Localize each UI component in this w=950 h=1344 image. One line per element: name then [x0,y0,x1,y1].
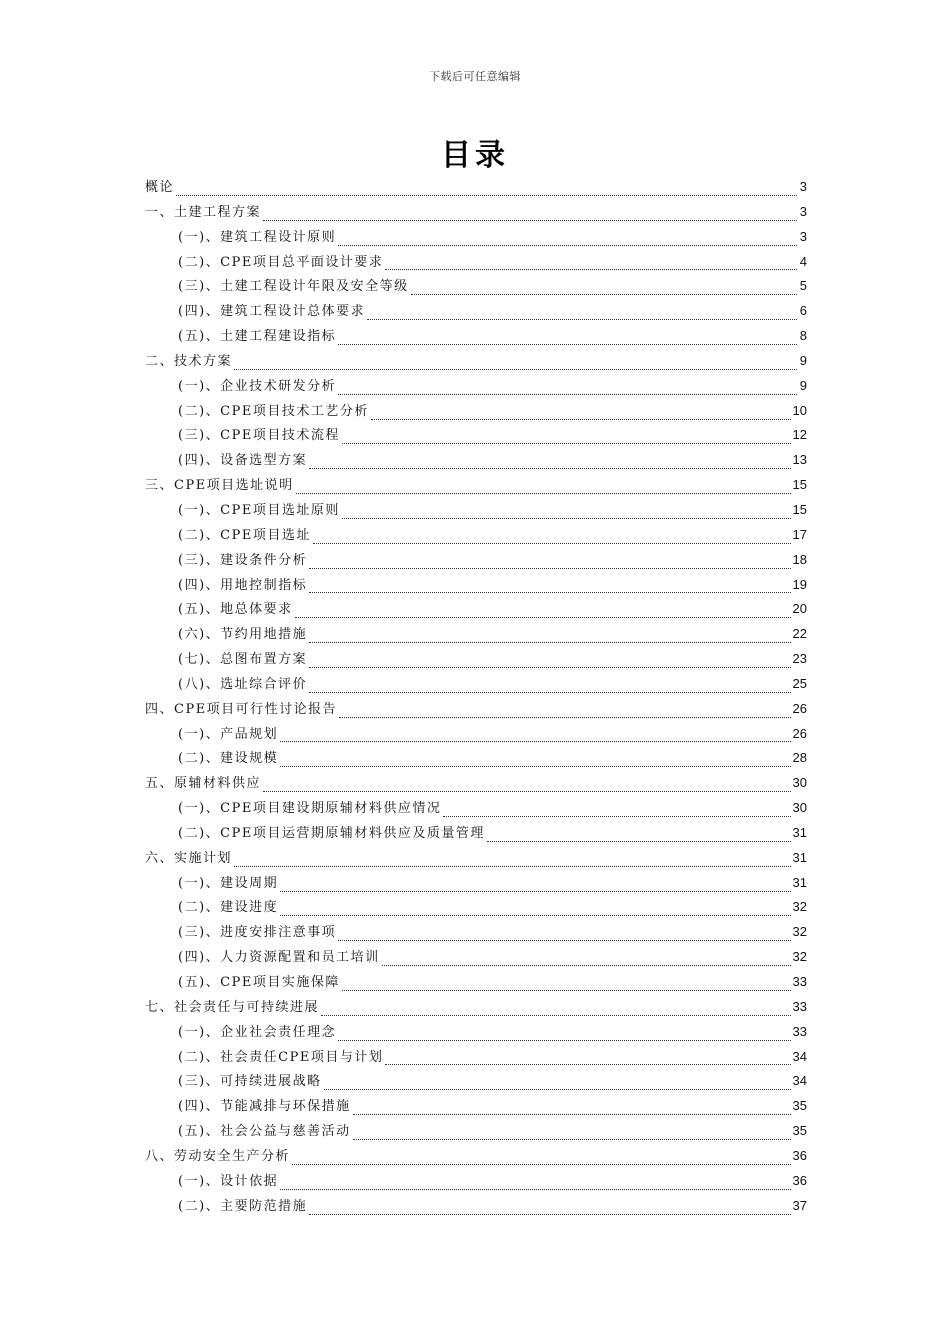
toc-dot-leader [309,632,790,643]
toc-dot-leader [338,930,790,941]
toc-entry-label: (五)、社会公益与慈善活动 [178,1124,351,1140]
toc-entry-page-number: 18 [792,551,807,567]
toc-entry-label: (二)、CPE项目总平面设计要求 [178,254,384,270]
toc-entry-label: 一、土建工程方案 [145,204,262,220]
toc-entry[interactable] [145,871,807,896]
toc-dot-leader [295,607,791,618]
toc-dot-leader [321,1005,791,1016]
toc-entry-page-number: 3 [799,228,807,244]
toc-entry-page-number: 33 [792,1023,807,1039]
toc-entry[interactable] [145,498,807,523]
toc-entry-page-number: 32 [792,924,807,940]
toc-entry[interactable] [145,697,807,722]
toc-entry-label: (八)、选址综合评价 [178,676,308,692]
toc-dot-leader [176,185,797,196]
toc-entry-page-number: 9 [799,352,807,368]
toc-entry-page-number: 36 [792,1147,807,1163]
toc-entry-label: (四)、用地控制指标 [178,577,308,593]
toc-entry[interactable] [145,796,807,821]
toc-entry-label: 二、技术方案 [145,353,233,369]
toc-entry-page-number: 8 [799,328,807,344]
toc-entry[interactable] [145,597,807,622]
toc-entry[interactable] [145,324,807,349]
toc-entry[interactable] [145,523,807,548]
toc-entry-label: 三、CPE项目选址说明 [145,478,294,494]
toc-entry-label: 七、社会责任与可持续进展 [145,999,320,1015]
toc-entry[interactable] [145,448,807,473]
toc-entry[interactable] [145,970,807,995]
toc-entry-page-number: 30 [792,800,807,816]
toc-entry-page-number: 33 [792,974,807,989]
toc-entry-label: (二)、建设规模 [178,751,279,767]
toc-entry-page-number: 32 [792,899,807,915]
toc-dot-leader [296,483,791,494]
toc-dot-leader [339,707,790,718]
toc-entry-label: (三)、CPE项目技术流程 [178,428,340,444]
toc-entry[interactable] [145,399,807,424]
toc-dot-leader [309,682,790,693]
toc-entry[interactable] [145,672,807,697]
toc-entry[interactable] [145,225,807,250]
toc-entry-label: (二)、CPE项目运营期原辅材料供应及质量管理 [178,825,485,841]
toc-entry-label: (三)、建设条件分析 [178,552,308,568]
toc-entry[interactable] [145,622,807,647]
toc-entry-page-number: 3 [799,203,807,219]
toc-entry-label: (一)、建筑工程设计原则 [178,229,337,245]
toc-entry-label: (一)、CPE项目建设期原辅材料供应情况 [178,801,442,817]
toc-dot-leader [385,259,797,270]
toc-dot-leader [263,781,791,792]
toc-dot-leader [280,905,790,916]
toc-dot-leader [280,881,790,892]
toc-entry-page-number: 34 [792,1073,807,1089]
toc-entry[interactable] [145,250,807,275]
toc-entry-page-number: 15 [792,501,807,517]
toc-dot-leader [313,533,791,544]
toc-entry[interactable] [145,299,807,324]
toc-entry-page-number: 31 [792,824,807,840]
toc-entry[interactable] [145,1194,807,1219]
toc-entry[interactable] [145,349,807,374]
toc-entry-label: (一)、企业社会责任理念 [178,1024,337,1040]
toc-entry[interactable] [145,374,807,399]
toc-entry-label: 五、原辅材料供应 [145,776,262,792]
toc-entry-label: (五)、地总体要求 [178,602,293,618]
toc-dot-leader [338,334,797,345]
toc-entry-page-number: 31 [792,874,807,890]
toc-entry[interactable] [145,821,807,846]
toc-entry[interactable] [145,895,807,920]
toc-entry[interactable] [145,1094,807,1119]
toc-dot-leader [263,210,797,221]
toc-entry-page-number: 19 [792,576,807,592]
toc-entry-label: (四)、节能减排与环保措施 [178,1099,351,1115]
toc-dot-leader [234,856,791,867]
toc-entry-page-number: 30 [792,775,807,791]
toc-entry-label: (三)、可持续进展战略 [178,1074,322,1090]
toc-entry-page-number: 26 [792,700,807,716]
toc-entry-page-number: 22 [792,626,807,642]
toc-dot-leader [367,309,797,320]
toc-entry-label: (五)、CPE项目实施保障 [178,975,340,990]
toc-entry-label: (一)、产品规划 [178,726,279,742]
toc-entry-page-number: 28 [792,750,807,766]
toc-entry-page-number: 6 [799,303,807,319]
toc-entry-label: (六)、节约用地措施 [178,627,308,643]
toc-entry-page-number: 20 [792,601,807,617]
toc-entry[interactable] [145,274,807,299]
toc-entry-label: (五)、土建工程建设指标 [178,329,337,345]
toc-entry-label: (三)、土建工程设计年限及安全等级 [178,279,409,295]
toc-entry-page-number: 25 [792,675,807,691]
toc-dot-leader [309,558,790,569]
toc-dot-leader [234,359,797,370]
toc-dot-leader [338,384,797,395]
toc-dot-leader [342,980,791,991]
toc-entry[interactable] [145,1020,807,1045]
toc-entry-page-number: 36 [792,1172,807,1188]
toc-entry-label: 六、实施计划 [145,850,233,866]
toc-entry[interactable] [145,200,807,225]
toc-entry-page-number: 26 [792,725,807,741]
toc-entry-page-number: 17 [792,526,807,542]
toc-entry-label: (一)、CPE项目选址原则 [178,502,340,518]
page-header: 下载后可任意编辑 [429,70,521,83]
toc-dot-leader [443,806,790,817]
toc-entry-page-number: 12 [792,427,807,443]
toc-dot-leader [309,1204,790,1215]
toc-dot-leader [487,831,791,842]
toc-dot-leader [371,409,791,420]
toc-dot-leader [309,657,790,668]
toc-entry-page-number: 4 [799,253,807,269]
toc-entry-label: 四、CPE项目可行性讨论报告 [145,701,338,717]
toc-entry-label: (二)、社会责任CPE项目与计划 [178,1049,384,1065]
toc-dot-leader [309,458,790,469]
toc-dot-leader [292,1154,791,1165]
table-of-contents [145,175,807,1218]
toc-entry-page-number: 9 [799,377,807,393]
toc-entry-label: (一)、建设周期 [178,875,279,891]
toc-entry-label: (一)、设计依据 [178,1173,279,1189]
toc-entry-label: (四)、设备选型方案 [178,453,308,469]
toc-entry[interactable] [145,423,807,448]
toc-entry-page-number: 10 [792,402,807,418]
toc-entry[interactable] [145,1119,807,1144]
toc-dot-leader [280,731,790,742]
toc-entry[interactable] [145,573,807,598]
toc-entry-label: (七)、总图布置方案 [178,652,308,668]
toc-dot-leader [382,955,791,966]
toc-dot-leader [280,1179,790,1190]
toc-entry[interactable] [145,722,807,747]
toc-entry-page-number: 32 [792,949,807,965]
toc-entry[interactable] [145,771,807,796]
toc-entry-page-number: 23 [792,651,807,667]
toc-entry[interactable] [145,1169,807,1194]
toc-dot-leader [411,284,797,295]
toc-dot-leader [280,756,790,767]
toc-entry[interactable] [145,1144,807,1169]
toc-entry-page-number: 35 [792,1098,807,1114]
toc-dot-leader [338,235,797,246]
toc-entry-label: (四)、建筑工程设计总体要求 [178,304,366,320]
page-title: 目录 [441,138,509,173]
toc-entry[interactable] [145,548,807,573]
toc-entry-label: (二)、建设进度 [178,900,279,916]
toc-dot-leader [342,508,791,519]
toc-entry-label: (一)、企业技术研发分析 [178,378,337,394]
toc-entry-label: (三)、进度安排注意事项 [178,925,337,941]
toc-dot-leader [342,433,791,444]
toc-entry-page-number: 33 [792,998,807,1014]
toc-entry[interactable] [145,746,807,771]
toc-entry[interactable] [145,920,807,945]
toc-entry[interactable] [145,846,807,871]
toc-dot-leader [385,1054,790,1065]
toc-entry[interactable] [145,473,807,498]
toc-entry-label: 八、劳动安全生产分析 [145,1148,291,1164]
toc-dot-leader [338,1030,790,1041]
toc-dot-leader [324,1079,791,1090]
toc-entry-label: (二)、主要防范措施 [178,1198,308,1214]
toc-entry[interactable] [145,647,807,672]
toc-entry[interactable] [145,995,807,1020]
toc-entry[interactable] [145,1069,807,1094]
toc-entry-label: (二)、CPE项目技术工艺分析 [178,403,369,419]
toc-entry-label: 概论 [145,180,175,195]
toc-entry-page-number: 15 [792,477,807,493]
toc-entry[interactable] [145,1045,807,1070]
toc-entry-page-number: 5 [799,278,807,294]
toc-entry-page-number: 13 [792,452,807,468]
toc-entry-page-number: 37 [792,1197,807,1213]
toc-entry-page-number: 34 [792,1048,807,1064]
toc-entry[interactable] [145,945,807,970]
toc-entry-label: (二)、CPE项目选址 [178,527,311,543]
toc-dot-leader [353,1129,791,1140]
toc-dot-leader [309,582,790,593]
toc-dot-leader [353,1104,791,1115]
toc-entry[interactable] [145,175,807,200]
toc-entry-page-number: 3 [799,179,807,194]
toc-entry-label: (四)、人力资源配置和员工培训 [178,950,380,966]
toc-entry-page-number: 31 [792,849,807,865]
toc-entry-page-number: 35 [792,1123,807,1139]
